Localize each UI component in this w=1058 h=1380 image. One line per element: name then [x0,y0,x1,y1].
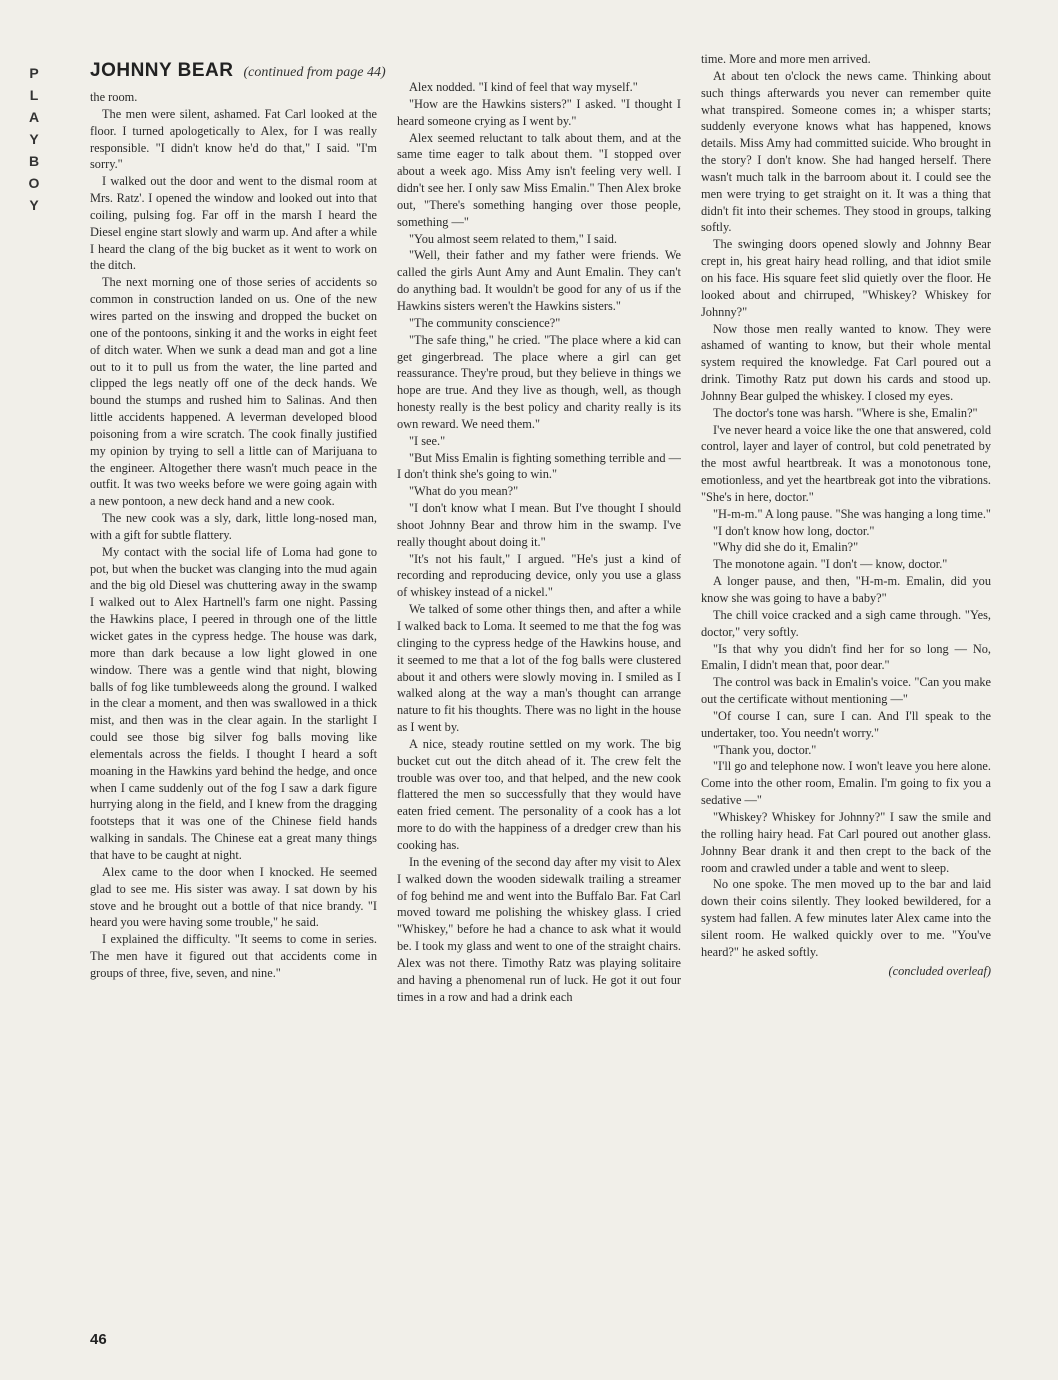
text-column-1 [90,89,377,1329]
rail-letter: L [29,87,39,103]
paragraph: "Whiskey? Whiskey for Johnny?" I saw the smile and the rolling hairy head. Fat Carl poured out another glass. Johnny Bear drank it and then crept to the back of the room and crawled under a table and went to sleep. [701,809,991,875]
rail-letter: B [28,153,40,169]
concluded-note: (concluded overleaf) [888,963,991,978]
paragraph: "Well, their father and my father were friends. We called the girls Aunt Amy and Aunt Emalin. They can't do anything bad. It wouldn't be good for any of us if the Hawkins sisters weren't the Hawkins sisters." [397,248,681,313]
paragraph: "It's not his fault," I argued. "He's just a kind of recording and reproducing device, only you use a glass of whiskey instead of a nickel." [397,551,681,600]
paragraph: "I see." [409,433,446,448]
paragraph: "The community conscience?" [409,315,561,330]
paragraph: Alex seemed reluctant to talk about them, and at the same time eager to talk about them. "I stopped over about a week ago. Miss Amy isn't feeling very well. I didn't see her. I only saw Miss Emalin." Then Alex broke out, "There's something hanging over those people, something —" [397,130,681,229]
paragraph: "But Miss Emalin is fighting something terrible and — I don't think she's going to win." [397,450,681,482]
paragraph: My contact with the social life of Loma had gone to pot, but when the bucket was clanging into the mud again and the big old Diesel was chuttering away in the swamp I walked out to Alex Hartnell's farm one night. Passing the Hawkins place, I peered in through one of the little wicket gates in the cypress hedge. The house was dark, more than dark because a low light glowed in one window. There was a gentle wind that night, blowing balls of fog like tumbleweeds along the ground. I walked in the clear a moment, and then was swallowed in a thick mist, and then was in the clear again. In the starlight I could see those big silver fog balls moving like elementals across the fields. I thought I heard a soft moaning in the Hawkins yard behind the hedge, and once when I came suddenly out of the fog I saw a dark figure hurrying along in the field, and I knew from the dragging footsteps that it was one of the Chinese field hands walking in sandals. The Chinese eat a great many things that have to be caught at night. [90,544,377,862]
paragraph: The men were silent, ashamed. Fat Carl looked at the floor. I turned apologetically to Alex, for I was really responsible. "I didn't know he'd do that," I said. "I'm sorry." [90,106,377,172]
paragraph: Alex nodded. "I kind of feel that way myself." [409,80,638,94]
paragraph: A nice, steady routine settled on my work. The big bucket cut out the ditch ahead of it. The crew felt the trouble was over too, and that helped, and the new cook flattered the men so successfully that they would have eaten fried cement. The personality of a cook has a lot more to do with the happiness of a dredger crew than his cooking has. [397,736,681,852]
paragraph: The control was back in Emalin's voice. "Can you make out the certificate without mentioning —" [701,675,991,707]
paragraph: "I'll go and telephone now. I won't leave you here alone. Come into the other room, Emalin. I'm going to fix you a sedative —" [701,759,991,808]
paragraph: We talked of some other things then, and after a while I walked back to Loma. It seemed to me that the fog was clinging to the cypress hedge of the Hawkins house, and it seemed to me that a lot of the fog balls were clustered about it and others were slowly moving in. I smiled as I walked along at the way a man's thought can arrange nature to fit his thoughts. There was no light in the house as I went by. [397,602,681,735]
paragraph: "I don't know how long, doctor." [713,523,875,538]
paragraph: Alex came to the door when I knocked. He seemed glad to see me. His sister was away. I sat down by his stove and he brought out a bottle of that nice brandy. "I heard you were having some trouble," he said. [90,864,377,930]
text-column-2 [397,79,681,1329]
paragraph: "The safe thing," he cried. "The place where a kid can get gingerbread. The place where a girl can get reassurance. They're proud, but they believe in things we hope are true. And they live as though, well, as though honesty really is the best policy and charity really is its own reward. We need them." [397,332,681,431]
paragraph: A longer pause, and then, "H-m-m. Emalin, did you know she was going to have a baby?" [701,574,991,605]
paragraph: "You almost seem related to them," I said. [409,231,618,246]
paragraph: "Thank you, doctor." [713,742,817,757]
page-number: 46 [90,1331,107,1348]
rail-letter: O [28,175,40,191]
paragraph: "What do you mean?" [409,484,519,499]
continued-note: (continued from page 44) [243,65,386,80]
paragraph: I've never heard a voice like the one that answered, cold control, layer and layer of control, but cold penetrated by the most awful heartbreak. It was a monotonous tone, emotionless, and yet the heartbreak got into the vibrations. "She's in here, doctor." [701,422,991,504]
paragraph: "Is that why you didn't find her for so long — No, Emalin, I didn't mean that, poor dear." [701,641,991,673]
rail-letter: A [28,109,40,125]
paragraph: I explained the difficulty. "It seems to come in series. The men have it figured out that accidents come in groups of three, five, seven, and nine." [90,932,377,980]
rail-letter: Y [29,197,39,213]
rail-letter: Y [29,131,39,147]
paragraph: "H-m-m." A long pause. "She was hanging a long time." [713,506,991,521]
magazine-name-rail [22,62,46,216]
paragraph: The doctor's tone was harsh. "Where is she, Emalin?" [713,405,978,420]
paragraph: I walked out the door and went to the dismal room at Mrs. Ratz'. I opened the window and looked out into that coiling, pulsing fog. Far off in the marsh I heard the Diesel engine start slowly and warm up. And after a while I heard the clang of the big bucket as it went to work on the ditch. [90,174,377,273]
article-title: JOHNNY BEAR [90,60,234,81]
rail-letter: P [29,65,39,81]
paragraph: The new cook was a sly, dark, little long-nosed man, with a gift for subtle flattery. [90,511,377,542]
paragraph: The monotone again. "I don't — know, doctor." [713,557,948,572]
paragraph: time. More and more men arrived. [701,52,871,66]
paragraph: The chill voice cracked and a sigh came through. "Yes, doctor," very softly. [701,607,991,639]
paragraph: "How are the Hawkins sisters?" I asked. "I thought I heard someone crying as I went by." [397,96,681,128]
paragraph: At about ten o'clock the news came. Thinking about such things afterwards you never can remember quite what transpired. Someone comes in; a whisper starts; suddenly everyone knows what has happened, knows details. Miss Amy had committed suicide. Who brought in the story? I don't know. She had hanged herself. There wasn't much talk in the barroom about it. I could see the men were trying to get straight on it. It was a thing that didn't fit into their schemes. They stood in groups, talking softly. [701,68,991,235]
text-column-3 [701,51,991,1331]
paragraph: The swinging doors opened slowly and Johnny Bear crept in, his great hairy head rolling, and that idiot smile on his face. His square feet slid quietly over the floor. He looked about and chirruped, "Whiskey? Whiskey for Johnny?" [701,237,991,319]
paragraph: The next morning one of those series of accidents so common in construction landed on us. One of the new wires parted on the inswing and dropped the bucket on one of the pontoons, sinking it and the works in eight feet of ditch water. When we sunk a dead man and got a line out to it to pull us from the water, the line parted and clipped the legs neatly off one of the deck hands. We bound the stumps and rushed him to Salinas. And then little accidents happened. A leverman developed blood poisoning from a wire scratch. The cook finally justified my opinion by trying to sell a little can of Marijuana to the engineer. Altogether there wasn't much peace in the outfit. It was two weeks before we were going again with a new pontoon, a new deck hand and a new cook. [90,275,377,509]
paragraph: "I don't know what I mean. But I've thought I should shoot Johnny Bear and throw him in the swamp. I've really thought about doing it." [397,501,681,549]
paragraph: the room. [90,90,138,104]
paragraph: No one spoke. The men moved up to the bar and laid down their coins silently. They looked bewildered, for a system had fallen. A few minutes later Alex came into the silent room. He walked quickly over to me. "You've heard?" he asked softly. [701,877,991,959]
paragraph: Now those men really wanted to know. They were ashamed of wanting to know, but their whole mental system required the knowledge. Fat Carl poured out a drink. Timothy Ratz put down his cards and stood up. Johnny Bear gulped the whiskey. I closed my eyes. [701,321,991,403]
paragraph: "Of course I can, sure I can. And I'll speak to the undertaker, too. You needn't worry." [701,708,991,740]
paragraph: In the evening of the second day after my visit to Alex I walked down the wooden sidewalk trailing a streamer of fog behind me and went into the Buffalo Bar. Fat Carl moved toward me polishing the whiskey glass. I cried "Whiskey," before he had a chance to ask what it would be. I took my glass and went to one of the straight chairs. Alex was not there. Timothy Ratz was playing solitaire and having a phenomenal run of luck. He got it out four times in a row and had a drink each [397,854,681,1004]
paragraph: "Why did she do it, Emalin?" [713,540,859,555]
